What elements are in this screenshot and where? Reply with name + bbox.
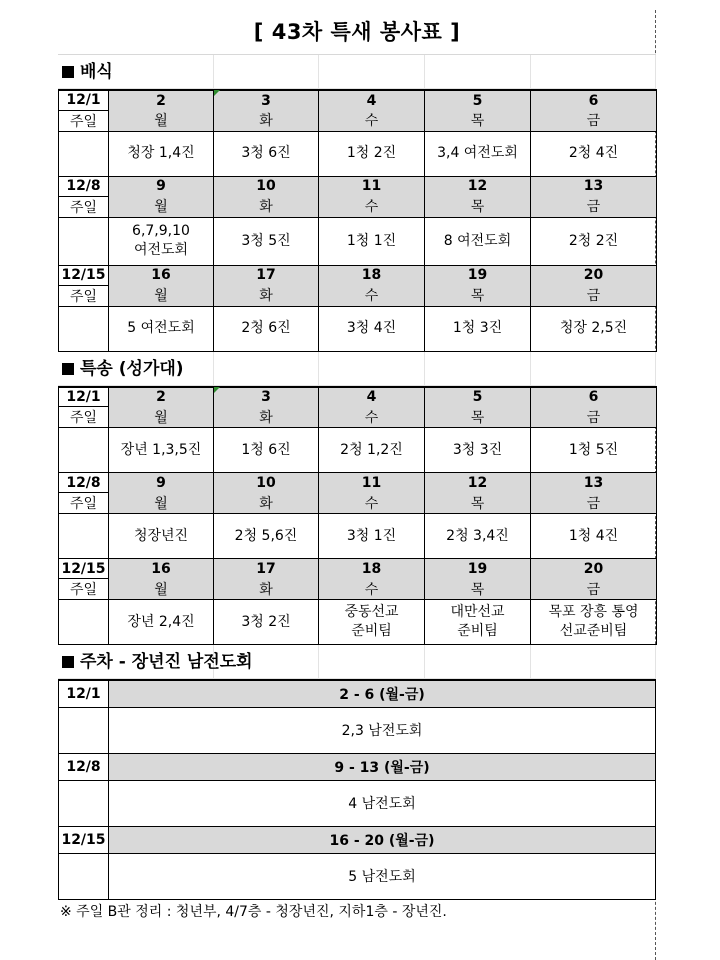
week-header-row	[59, 265, 657, 285]
assignment-cell	[214, 306, 319, 351]
weekday-row	[59, 579, 657, 600]
sunday-label: 주일	[59, 285, 109, 306]
assignment-text: 중동선교	[344, 604, 399, 620]
assignment-row	[59, 514, 657, 559]
parking-assignment-row	[59, 853, 656, 899]
assignment-text: 1청 2진	[346, 145, 397, 161]
day-number: 16	[109, 265, 214, 285]
square-bullet-icon	[62, 363, 74, 375]
day-number: 4	[319, 387, 425, 407]
assignment-text: 2청 4진	[568, 145, 619, 161]
weekday-name: 화	[214, 493, 319, 514]
week-header-row	[59, 90, 657, 110]
week-date: 12/8	[59, 473, 109, 493]
page-title: [ 43차 특새 봉사표 ]	[58, 10, 656, 55]
section-heading-text: 특송 (성가대)	[80, 358, 184, 379]
assignment-row	[59, 131, 657, 176]
assignment-cell	[531, 131, 657, 176]
footnote: ※ 주일 B관 정리 : 청년부, 4/7층 - 청장년진, 지하1층 - 장년진.	[60, 903, 447, 920]
day-number: 13	[531, 176, 657, 196]
day-number: 20	[531, 265, 657, 285]
weekday-name: 목	[425, 110, 531, 131]
assignment-text: 청장년진	[133, 527, 189, 544]
day-number: 9	[109, 473, 214, 493]
assignment-text: 목포 장흥 통영	[548, 604, 639, 620]
weekday-name: 월	[109, 579, 214, 600]
day-number: 19	[425, 265, 531, 285]
week-date: 12/8	[59, 176, 109, 196]
week-date: 12/15	[59, 265, 109, 285]
day-number: 17	[214, 559, 319, 579]
assignment-text: 여전도회	[133, 242, 189, 258]
week-date: 12/1	[59, 680, 109, 707]
week-date: 12/8	[59, 753, 109, 780]
assignment-text: 1청 1진	[346, 232, 397, 249]
assignment-cell	[319, 306, 425, 351]
parking-header-row	[59, 753, 656, 780]
day-number: 4	[319, 90, 425, 110]
square-bullet-icon	[62, 66, 74, 78]
section-heading-text: 배식	[80, 62, 113, 82]
assignment-text: 2청 6진	[241, 320, 291, 336]
assignment-text: 3청 5진	[241, 232, 291, 249]
assignment-cell	[109, 514, 214, 559]
weekday-name: 목	[425, 196, 531, 217]
assignment-cell	[531, 514, 657, 559]
day-number: 5	[425, 90, 531, 110]
assignment-cell: 5 남전도회	[109, 853, 656, 899]
day-number: 19	[425, 559, 531, 579]
week-header-row	[59, 387, 657, 407]
day-number: 12	[425, 473, 531, 493]
assignment-cell	[531, 217, 657, 265]
sunday-label: 주일	[59, 110, 109, 131]
assignment-text: 5 여전도회	[127, 320, 195, 336]
blank-cell	[59, 131, 109, 176]
day-number: 2	[109, 387, 214, 407]
assignment-text: 2청 1,2진	[340, 441, 403, 458]
assignment-text: 3청 4진	[346, 320, 397, 336]
assignment-text: 8 여전도회	[443, 232, 512, 249]
assignment-cell: 4 남전도회	[109, 780, 656, 826]
assignment-text: 6,7,9,10	[132, 223, 190, 239]
weekday-row	[59, 196, 657, 217]
assignment-cell	[214, 514, 319, 559]
assignment-cell	[214, 131, 319, 176]
weekday-name: 화	[214, 110, 319, 131]
weekday-name: 월	[109, 493, 214, 514]
assignment-text: 1청 5진	[568, 441, 619, 458]
assignment-row	[59, 306, 657, 351]
assignment-cell	[319, 217, 425, 265]
day-number: 6	[531, 387, 657, 407]
assignment-cell	[214, 428, 319, 473]
assignment-cell	[425, 131, 531, 176]
assignment-cell	[531, 428, 657, 473]
assignment-text: 장년 2,4진	[127, 613, 195, 630]
assignment-text: 3,4 여전도회	[437, 145, 518, 161]
section-heading-parking	[58, 645, 656, 679]
weekday-name: 금	[531, 196, 657, 217]
assignment-text: 선교준비팀	[559, 623, 628, 639]
assignment-cell	[214, 217, 319, 265]
sunday-label: 주일	[59, 196, 109, 217]
weekday-name: 수	[319, 407, 425, 428]
assignment-cell	[319, 600, 425, 645]
weekday-row	[59, 493, 657, 514]
weekday-name: 월	[109, 196, 214, 217]
blank-cell	[59, 600, 109, 645]
day-number: 2	[109, 90, 214, 110]
section-heading-text: 주차 - 장년진 남전도회	[80, 652, 253, 672]
day-number: 3	[214, 387, 319, 407]
week-date: 12/15	[59, 559, 109, 579]
week-header-row	[59, 176, 657, 196]
day-number: 20	[531, 559, 657, 579]
assignment-cell	[319, 514, 425, 559]
day-number: 10	[214, 473, 319, 493]
blank-cell	[59, 707, 109, 753]
day-number: 6	[531, 90, 657, 110]
weekday-name: 수	[319, 196, 425, 217]
schedule-sheet	[58, 10, 656, 924]
weekday-name: 월	[109, 110, 214, 131]
assignment-cell	[531, 600, 657, 645]
square-bullet-icon	[62, 656, 74, 668]
weekday-name: 월	[109, 285, 214, 306]
weekday-name: 금	[531, 407, 657, 428]
day-number: 18	[319, 559, 425, 579]
week-date: 12/1	[59, 90, 109, 110]
day-number: 5	[425, 387, 531, 407]
section-table-wrap	[58, 386, 656, 646]
weekday-name: 목	[425, 407, 531, 428]
weekday-name: 목	[425, 579, 531, 600]
assignment-text: 3청 2진	[241, 613, 291, 630]
weekday-name: 금	[531, 110, 657, 131]
blank-cell	[59, 853, 109, 899]
assignment-row	[59, 217, 657, 265]
assignment-text: 2청 3,4진	[446, 527, 509, 544]
assignment-row	[59, 428, 657, 473]
assignment-text: 1청 4진	[568, 527, 619, 544]
weekday-name: 화	[214, 196, 319, 217]
section-table-wrap	[58, 89, 656, 352]
assignment-text: 청장 1,4진	[127, 145, 195, 161]
week-date: 12/1	[59, 387, 109, 407]
weekday-name: 목	[425, 285, 531, 306]
weekday-name: 금	[531, 579, 657, 600]
assignment-text: 3청 3진	[452, 441, 503, 458]
sunday-label: 주일	[59, 407, 109, 428]
assignment-cell	[425, 514, 531, 559]
assignment-text: 3청 6진	[241, 145, 291, 161]
day-number: 12	[425, 176, 531, 196]
day-number: 17	[214, 265, 319, 285]
assignment-cell	[109, 428, 214, 473]
assignment-text: 대만선교	[450, 604, 505, 620]
assignment-cell: 2,3 남전도회	[109, 707, 656, 753]
assignment-text: 청장 2,5진	[559, 320, 628, 336]
day-number: 16	[109, 559, 214, 579]
blank-cell	[59, 428, 109, 473]
weekday-row	[59, 407, 657, 428]
assignment-text: 장년 1,3,5진	[120, 441, 202, 458]
section-heading	[58, 55, 656, 89]
assignment-text: 준비팀	[457, 623, 498, 639]
weekday-name: 수	[319, 579, 425, 600]
week-header-row	[59, 559, 657, 579]
day-number: 11	[319, 473, 425, 493]
date-range: 2 - 6 (월-금)	[109, 680, 656, 707]
day-number: 13	[531, 473, 657, 493]
assignment-text: 3청 1진	[346, 527, 397, 544]
sunday-label: 주일	[59, 579, 109, 600]
assignment-cell	[425, 306, 531, 351]
weekday-name: 화	[214, 407, 319, 428]
date-range: 16 - 20 (월-금)	[109, 826, 656, 853]
assignment-cell	[425, 217, 531, 265]
day-number: 9	[109, 176, 214, 196]
weekday-name: 수	[319, 493, 425, 514]
weekday-name: 화	[214, 285, 319, 306]
day-number: 11	[319, 176, 425, 196]
assignment-text: 1청 6진	[241, 441, 291, 458]
blank-cell	[59, 780, 109, 826]
weekday-name: 금	[531, 493, 657, 514]
assignment-cell	[319, 428, 425, 473]
blank-cell	[59, 514, 109, 559]
week-date: 12/15	[59, 826, 109, 853]
assignment-cell	[109, 306, 214, 351]
assignment-cell	[109, 217, 214, 265]
weekday-name: 수	[319, 285, 425, 306]
weekday-row	[59, 285, 657, 306]
parking-assignment-row	[59, 707, 656, 753]
assignment-text: 1청 3진	[452, 320, 503, 336]
assignment-cell	[109, 131, 214, 176]
schedule-table	[58, 89, 657, 352]
sections-container	[58, 55, 656, 645]
day-number: 18	[319, 265, 425, 285]
parking-header-row	[59, 680, 656, 707]
assignment-cell	[319, 131, 425, 176]
weekday-name: 수	[319, 110, 425, 131]
weekday-name: 월	[109, 407, 214, 428]
week-header-row	[59, 473, 657, 493]
weekday-name: 목	[425, 493, 531, 514]
blank-cell	[59, 306, 109, 351]
assignment-cell	[214, 600, 319, 645]
assignment-text: 2청 2진	[568, 232, 619, 249]
weekday-name: 화	[214, 579, 319, 600]
assignment-cell	[425, 600, 531, 645]
parking-table	[58, 679, 656, 900]
assignment-row	[59, 600, 657, 645]
weekday-row	[59, 110, 657, 131]
assignment-cell	[531, 306, 657, 351]
comment-marker-icon	[214, 387, 220, 393]
parking-assignment-row	[59, 780, 656, 826]
day-number: 3	[214, 90, 319, 110]
assignment-text: 2청 5,6진	[234, 527, 298, 544]
sunday-label: 주일	[59, 493, 109, 514]
day-number: 10	[214, 176, 319, 196]
assignment-cell	[425, 428, 531, 473]
section-heading	[58, 352, 656, 386]
weekday-name: 금	[531, 285, 657, 306]
assignment-text: 준비팀	[351, 623, 392, 639]
parking-header-row	[59, 826, 656, 853]
schedule-table	[58, 386, 657, 646]
blank-cell	[59, 217, 109, 265]
assignment-cell	[109, 600, 214, 645]
comment-marker-icon	[214, 90, 220, 96]
date-range: 9 - 13 (월-금)	[109, 753, 656, 780]
